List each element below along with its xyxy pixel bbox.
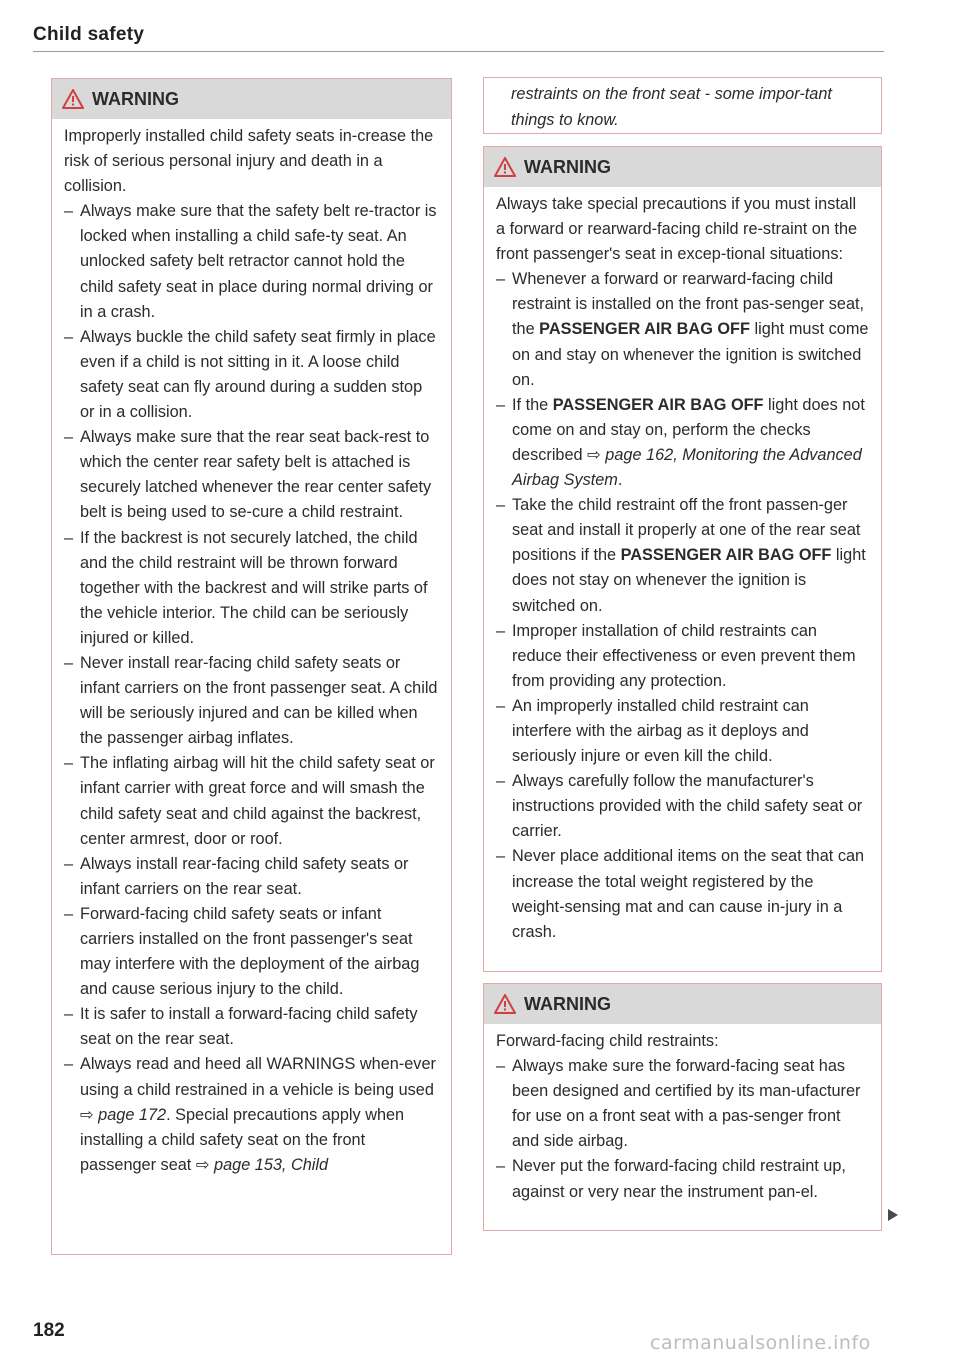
watermark: carmanualsonline.info bbox=[650, 1332, 871, 1354]
list-item bbox=[496, 493, 869, 618]
warning-label: WARNING bbox=[524, 993, 611, 1014]
warning-body bbox=[484, 1024, 881, 1205]
list-item: – If the backrest is not securely latched, the child and the child restraint will be thrown forward together with the backrest and will strike parts of the vehicle interior. The child can be seriously injured or killed. bbox=[64, 526, 439, 651]
warning-triangle-icon bbox=[494, 157, 516, 177]
list-item bbox=[496, 267, 869, 392]
header-divider bbox=[33, 51, 884, 52]
item-text: . Special precautions apply when installing a child safety seat on the front passenger seat bbox=[80, 1105, 405, 1174]
continue-arrow-icon bbox=[888, 1209, 898, 1221]
item-text: If the bbox=[512, 395, 553, 414]
warning-intro: Forward-facing child restraints: bbox=[496, 1032, 719, 1050]
page-number: 182 bbox=[33, 1320, 65, 1341]
item-text: Always read and heed all WARNINGS when-ever using a child restrained in a vehicle is being used bbox=[80, 1055, 436, 1099]
list-item bbox=[64, 1052, 439, 1177]
warning-label: WARNING bbox=[524, 156, 611, 177]
item-text: . bbox=[617, 471, 623, 490]
page-reference-link[interactable]: ⇨ page 172 bbox=[80, 1105, 167, 1124]
indicator-name: PASSENGER AIR BAG OFF bbox=[539, 320, 750, 339]
warning-list bbox=[496, 1054, 869, 1205]
warning-box-right-1 bbox=[483, 146, 882, 972]
warning-triangle-icon bbox=[494, 994, 516, 1014]
item-text: light must come on and stay on whenever the ignition is switched on. bbox=[512, 320, 869, 389]
continuation-box bbox=[483, 77, 882, 134]
list-item: – Always make sure that the rear seat back-rest to which the center rear safety belt is attached is securely latched whenever the rear center safety belt is being used to se-cure a child restraint. bbox=[64, 425, 439, 525]
warning-header bbox=[484, 147, 881, 187]
warning-body bbox=[52, 119, 451, 1178]
list-item: – An improperly installed child restraint can interfere with the airbag as it deploys and seriously injure or even kill the child. bbox=[496, 694, 869, 769]
warning-label: WARNING bbox=[92, 88, 179, 109]
list-item: – Always install rear-facing child safety seats or infant carriers on the rear seat. bbox=[64, 852, 439, 902]
indicator-name: PASSENGER AIR BAG OFF bbox=[620, 546, 832, 565]
warning-triangle-icon bbox=[62, 89, 84, 109]
item-text: Take the child restraint off the front passen-ger seat and install it properly at one of the rear seat positions if the bbox=[512, 496, 861, 565]
continuation-text: restraints on the front seat - some impor-tant things to know. bbox=[511, 85, 832, 129]
warning-header bbox=[484, 984, 881, 1024]
list-item: – Always carefully follow the manufacturer's instructions provided with the child safety seat or carrier. bbox=[496, 769, 869, 844]
list-item: – Never put the forward-facing child restraint up, against or very near the instrument pan-el. bbox=[496, 1154, 869, 1204]
warning-box-right-2 bbox=[483, 983, 882, 1231]
list-item: – Never install rear-facing child safety seats or infant carriers on the front passenger seat. A child will be seriously injured and can be killed when the passenger airbag inflates. bbox=[64, 651, 439, 751]
list-item: – Never place additional items on the seat that can increase the total weight registered by the weight-sensing mat and can cause in-jury in a crash. bbox=[496, 844, 869, 944]
warning-box-left bbox=[51, 78, 452, 1255]
list-item: – Improper installation of child restraints can reduce their effectiveness or even prevent them from providing any protection. bbox=[496, 619, 869, 694]
list-item bbox=[496, 393, 869, 493]
list-item: – Forward-facing child safety seats or infant carriers installed on the front passenger's seat may interfere with the deployment of the airbag and cause serious injury to the child. bbox=[64, 902, 439, 1002]
indicator-name: PASSENGER AIR BAG OFF bbox=[552, 395, 764, 414]
list-item: – Always make sure the forward-facing seat has been designed and certified by its man-ufacturer for use on a front seat with a pas-senger front and side airbag. bbox=[496, 1054, 869, 1154]
warning-intro: Always take special precautions if you must install a forward or rearward-facing child re-straint on the front passenger's seat in excep-tional situations: bbox=[496, 195, 858, 264]
list-item: – Always make sure that the safety belt re-tractor is locked when installing a child safe-ty seat. An unlocked safety belt retractor cannot hold the child safety seat in place during normal driving or in a crash. bbox=[64, 199, 439, 324]
warning-intro: Improperly installed child safety seats in-crease the risk of serious personal injury and death in a collision. bbox=[64, 127, 434, 196]
item-text: light does not come on and stay on, perform the checks described bbox=[512, 395, 865, 464]
page-reference-link[interactable]: ⇨ page 153, Child bbox=[195, 1155, 329, 1174]
page-reference-link[interactable]: ⇨ page 162, Monitoring the Advanced Airbag System bbox=[512, 445, 862, 490]
warning-body bbox=[484, 187, 881, 945]
list-item: – It is safer to install a forward-facing child safety seat on the rear seat. bbox=[64, 1002, 439, 1052]
list-item: – The inflating airbag will hit the child safety seat or infant carrier with great force and will smash the child safety seat and child against the backrest, center armrest, door or roof. bbox=[64, 751, 439, 851]
warning-list bbox=[64, 199, 439, 1178]
section-title: Child safety bbox=[33, 24, 145, 45]
warning-header bbox=[52, 79, 451, 119]
warning-list bbox=[496, 267, 869, 945]
list-item: – Always buckle the child safety seat firmly in place even if a child is not sitting in it. A loose child safety seat can fly around during a sudden stop or in a collision. bbox=[64, 325, 439, 425]
item-text: light does not stay on whenever the ignition is switched on. bbox=[512, 546, 866, 615]
item-text: Whenever a forward or rearward-facing child restraint is installed on the front pas-senger seat, the bbox=[512, 270, 865, 339]
